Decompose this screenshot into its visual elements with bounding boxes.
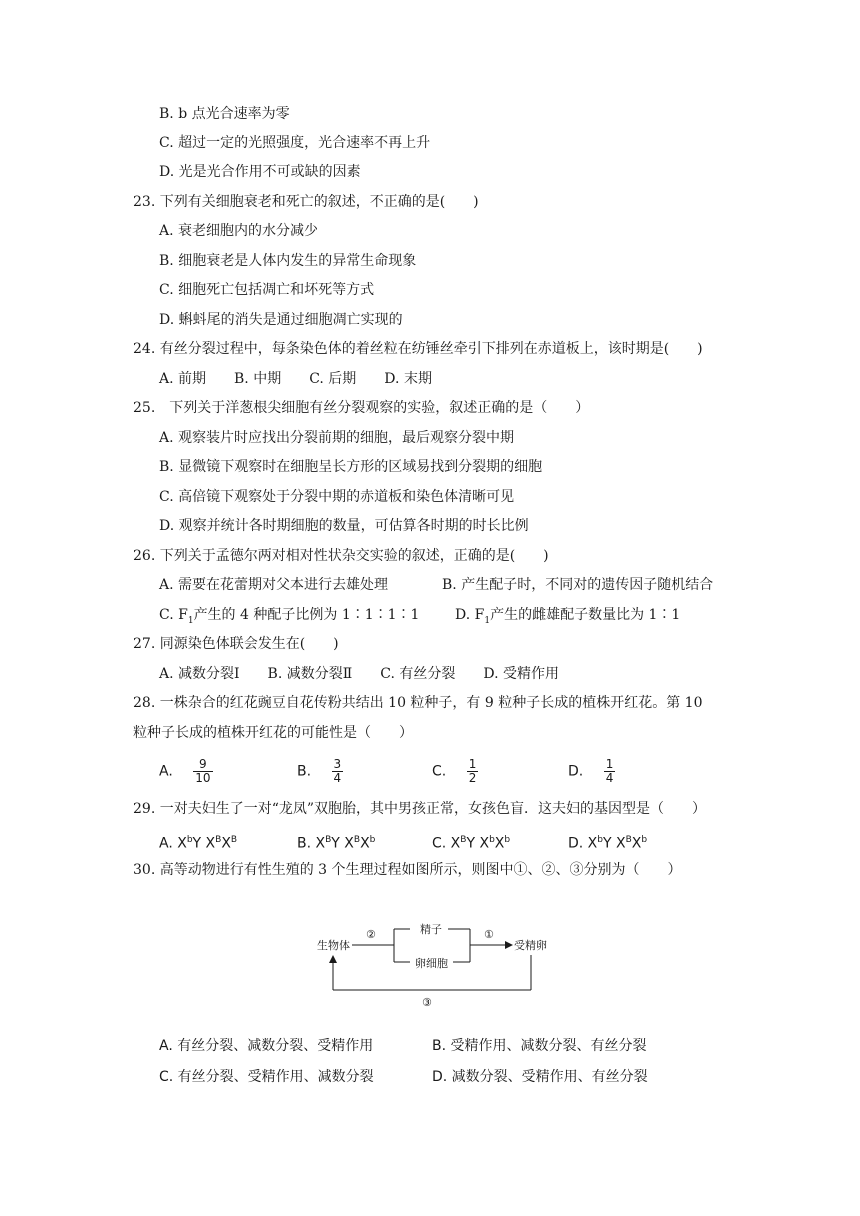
diagram-zygote-label: 受精卵 [514, 939, 547, 952]
question-24-stem: 24. 有丝分裂过程中，每条染色体的着丝粒在纺锤丝牵引下排列在赤道板上，该时期是( ) [133, 341, 703, 357]
question-23-option-a: A. 衰老细胞内的水分减少 [159, 223, 319, 239]
question-24-options: A. 前期 B. 中期 C. 后期 D. 末期 [159, 371, 432, 387]
question-26-option-d: D. $F_1$产生的雌雄配子数量比为 1∶1 [455, 607, 681, 626]
question-25-stem: 25. 下列关于洋葱根尖细胞有丝分裂观察的实验，叙述正确的是（ ） [133, 400, 590, 416]
question-25-option-d: D. 观察并统计各时期细胞的数量，可估算各时期的时长比例 [159, 518, 529, 534]
diagram-sperm-label: 精子 [420, 923, 442, 936]
diagram-mark-3: ③ [422, 996, 432, 1009]
question-26-stem: 26. 下列关于孟德尔两对相对性状杂交实验的叙述，正确的是( ) [133, 548, 549, 564]
question-26-option-b: B. 产生配子时，不同对的遗传因子随机结合 [442, 577, 714, 593]
prev-option-c: C. 超过一定的光照强度，光合速率不再上升 [159, 135, 431, 151]
question-25-option-b: B. 显微镜下观察时在细胞呈长方形的区域易找到分裂期的细胞 [159, 459, 543, 475]
question-30-option-a: A. 有丝分裂、减数分裂、受精作用 [159, 1038, 374, 1054]
question-28-option-a: A. $\frac{9}{10}$ [159, 757, 211, 785]
question-28-option-d: D. $\frac{1}{4}$ [568, 757, 614, 785]
question-29-option-d: D. $X^bY$ $X^BX^b$ [568, 835, 648, 852]
prev-option-b: B. b 点光合速率为零 [159, 106, 290, 122]
question-27-options: A. 减数分裂Ⅰ B. 减数分裂Ⅱ C. 有丝分裂 D. 受精作用 [159, 666, 559, 682]
question-30-stem: 30. 高等动物进行有性生殖的 3 个生理过程如图所示，则图中①、②、③分别为（ ） [133, 862, 682, 878]
fraction: $\frac{1}{4}$ [605, 757, 614, 785]
question-25-option-c: C. 高倍镜下观察处于分裂中期的赤道板和染色体清晰可见 [159, 489, 515, 505]
question-30-option-c: C. 有丝分裂、受精作用、减数分裂 [159, 1069, 374, 1085]
question-29-stem: 29. 一对夫妇生了一对“龙凤”双胞胎，其中男孩正常，女孩色盲．这夫妇的基因型是（ ） [133, 801, 707, 817]
diagram-organism-label: 生物体 [317, 939, 350, 952]
diagram-egg-label: 卵细胞 [415, 957, 448, 970]
question-23-stem: 23. 下列有关细胞衰老和死亡的叙述，不正确的是( ) [133, 194, 479, 210]
question-29-option-c: C. $X^BY$ $X^bX^b$ [432, 835, 511, 852]
question-28-option-c: C. $\frac{1}{2}$ [432, 757, 477, 785]
question-28-stem-line2: 粒种子长成的植株开红花的可能性是（ ） [133, 725, 413, 741]
question-29-option-b: B. $X^BY$ $X^BX^b$ [297, 835, 376, 852]
question-28-stem-line1: 28. 一株杂合的红花豌豆自花传粉共结出 10 粒种子，有 9 粒种子长成的植株开红花。第 10 [133, 695, 703, 711]
prev-option-d: D. 光是光合作用不可或缺的因素 [159, 164, 361, 180]
question-26-option-a: A. 需要在花蕾期对父本进行去雄处理 [159, 577, 389, 593]
question-27-stem: 27. 同源染色体联会发生在( ) [133, 636, 339, 652]
fraction: $\frac{3}{4}$ [333, 757, 342, 785]
question-23-option-b: B. 细胞衰老是人体内发生的异常生命现象 [159, 253, 417, 269]
fraction: $\frac{1}{2}$ [468, 757, 477, 785]
fraction: $\frac{9}{10}$ [195, 757, 211, 785]
question-23-option-d: D. 蝌蚪尾的消失是通过细胞凋亡实现的 [159, 312, 403, 328]
diagram-mark-1: ① [484, 928, 494, 941]
question-28-option-b: B. $\frac{3}{4}$ [297, 757, 342, 785]
question-30-option-b: B. 受精作用、减数分裂、有丝分裂 [432, 1038, 647, 1054]
question-30-option-d: D. 减数分裂、受精作用、有丝分裂 [432, 1069, 648, 1085]
reproduction-diagram [316, 916, 552, 1010]
question-29-option-a: A. $X^bY$ $X^BX^B$ [159, 835, 238, 852]
question-23-option-c: C. 细胞死亡包括凋亡和坏死等方式 [159, 282, 375, 298]
diagram-mark-2: ② [366, 928, 376, 941]
question-25-option-a: A. 观察装片时应找出分裂前期的细胞，最后观察分裂中期 [159, 430, 515, 446]
question-26-option-c: C. $F_1$产生的 4 种配子比例为 1∶1∶1∶1 [159, 607, 420, 626]
